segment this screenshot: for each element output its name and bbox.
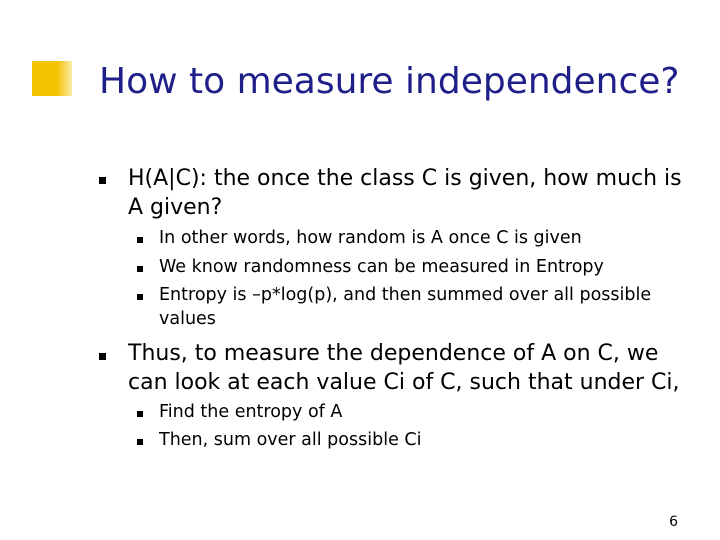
sub-bullet-text: We know randomness can be measured in Entropy bbox=[159, 257, 604, 277]
sub-bullet-text: In other words, how random is A once C is given bbox=[159, 228, 582, 248]
bullet-marker bbox=[99, 353, 106, 360]
sub-bullet-text: Find the entropy of A bbox=[159, 402, 343, 422]
sub-bullet-marker bbox=[137, 411, 143, 417]
sub-bullet-marker bbox=[137, 237, 143, 243]
sub-bullet-marker bbox=[137, 294, 143, 300]
sub-bullet-marker bbox=[137, 266, 143, 272]
bullet-marker bbox=[99, 177, 106, 184]
sub-bullet-marker bbox=[137, 439, 143, 445]
bullet-text: Thus, to measure the dependence of A on C, we can look at each value Ci of C, such that under Ci, bbox=[128, 341, 680, 395]
sub-bullet-text: Entropy is –p*log(p), and then summed over all possible values bbox=[159, 285, 652, 329]
page-number: 6 bbox=[669, 514, 678, 530]
title-accent-square bbox=[32, 61, 72, 96]
bullet-text: H(A|C): the once the class C is given, how much is A given? bbox=[128, 166, 682, 220]
sub-bullet-text: Then, sum over all possible Ci bbox=[159, 430, 422, 450]
slide-title: How to measure independence? bbox=[99, 61, 680, 102]
